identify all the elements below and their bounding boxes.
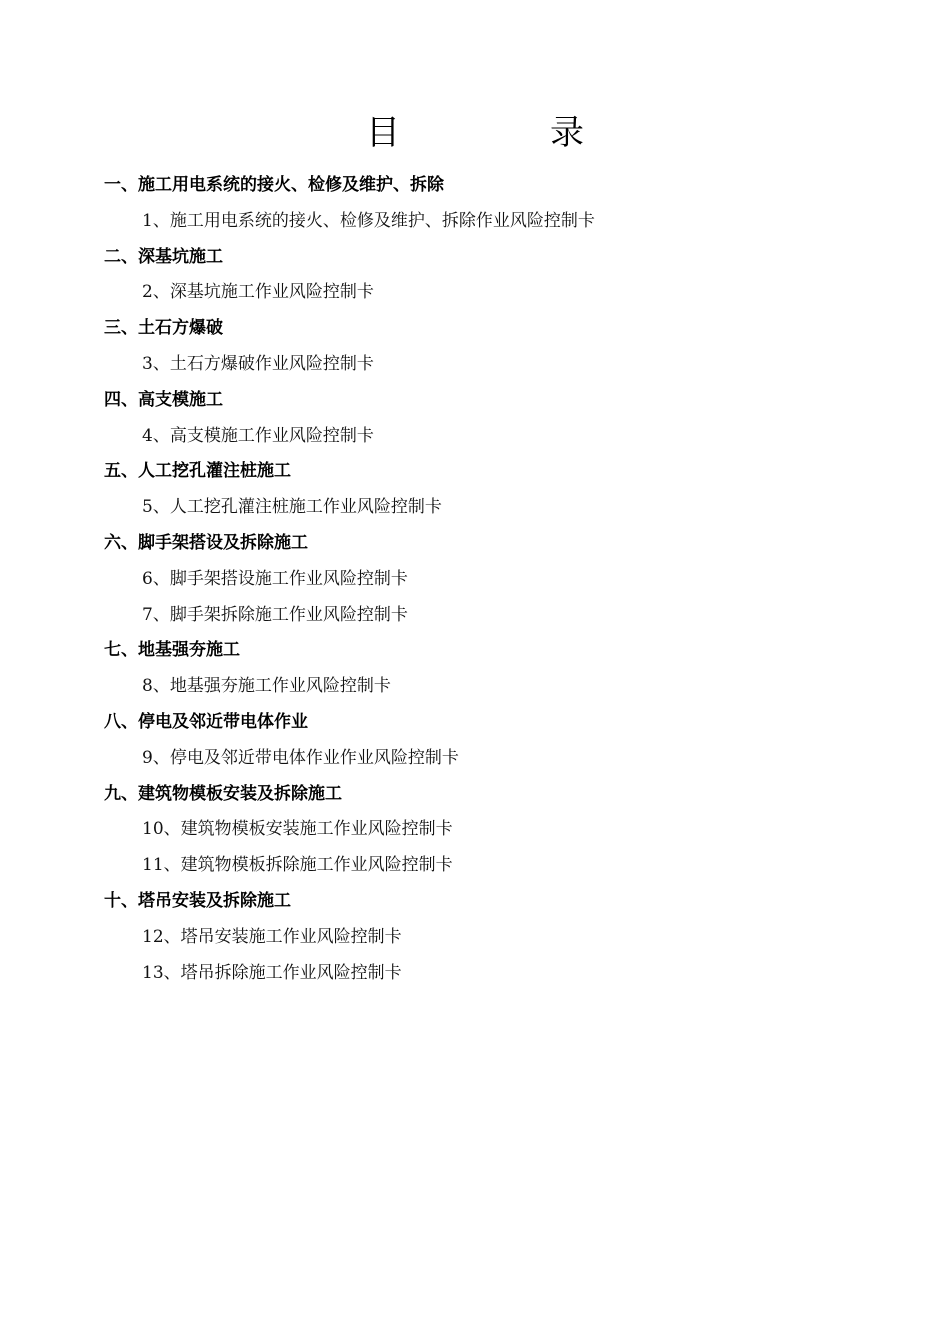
- toc-section-heading[interactable]: 一、施工用电系统的接火、检修及维护、拆除: [104, 175, 444, 195]
- toc-entry[interactable]: 13、塔吊拆除施工作业风险控制卡: [142, 962, 402, 983]
- toc-section-heading[interactable]: 十、塔吊安装及拆除施工: [104, 890, 291, 911]
- toc-section-heading[interactable]: 八、停电及邻近带电体作业: [104, 711, 308, 732]
- toc-section-heading[interactable]: 五、人工挖孔灌注桩施工: [104, 461, 291, 482]
- toc-entry[interactable]: 10、建筑物模板安装施工作业风险控制卡: [142, 819, 453, 840]
- toc-section-heading[interactable]: 九、建筑物模板安装及拆除施工: [104, 783, 342, 804]
- toc-entry[interactable]: 2、深基坑施工作业风险控制卡: [142, 282, 374, 303]
- toc-entry[interactable]: 9、停电及邻近带电体作业作业风险控制卡: [142, 747, 459, 768]
- toc-section-heading[interactable]: 六、脚手架搭设及拆除施工: [104, 532, 308, 553]
- toc-section-heading[interactable]: 四、高支模施工: [104, 389, 223, 410]
- toc-entry[interactable]: 3、土石方爆破作业风险控制卡: [142, 353, 374, 374]
- page-title: 目 录: [366, 113, 642, 153]
- toc-entry[interactable]: 7、脚手架拆除施工作业风险控制卡: [142, 604, 408, 625]
- toc-entry[interactable]: 5、人工挖孔灌注桩施工作业风险控制卡: [142, 497, 442, 518]
- toc-section-heading[interactable]: 七、地基强夯施工: [104, 640, 240, 661]
- toc-entry[interactable]: 12、塔吊安装施工作业风险控制卡: [142, 926, 402, 947]
- toc-entry[interactable]: 11、建筑物模板拆除施工作业风险控制卡: [142, 855, 453, 876]
- toc-section-heading[interactable]: 二、深基坑施工: [104, 246, 223, 267]
- table-of-contents: [0, 168, 950, 991]
- toc-entry[interactable]: 4、高支模施工作业风险控制卡: [142, 425, 374, 446]
- toc-entry[interactable]: 8、地基强夯施工作业风险控制卡: [142, 676, 391, 697]
- toc-entry[interactable]: 6、脚手架搭设施工作业风险控制卡: [142, 568, 408, 589]
- toc-section-heading[interactable]: 三、土石方爆破: [104, 318, 223, 339]
- toc-entry[interactable]: 1、施工用电系统的接火、检修及维护、拆除作业风险控制卡: [142, 210, 595, 231]
